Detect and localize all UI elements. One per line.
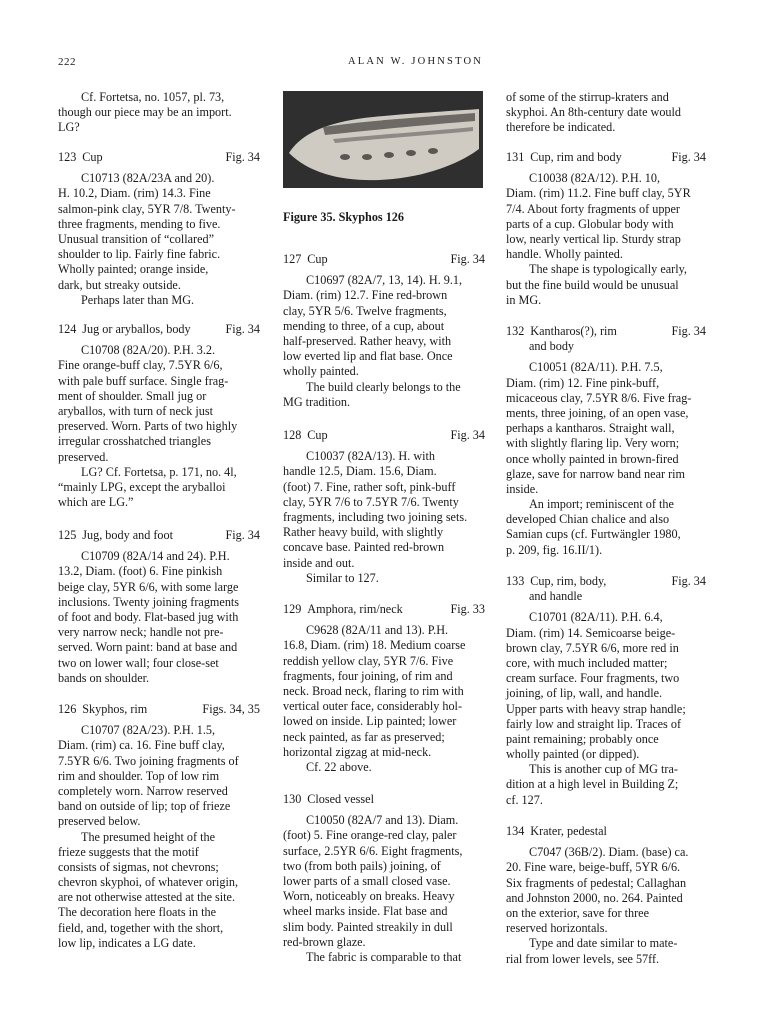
text-line: fairly low and straight lip. Traces of bbox=[506, 716, 681, 731]
figure-caption: Figure 35. Skyphos 126 bbox=[283, 210, 404, 224]
text-line: C10709 (82A/14 and 24). P.H. bbox=[81, 549, 230, 564]
text-line: reserved horizontals. bbox=[506, 921, 608, 936]
text-line: therefore be indicated. bbox=[506, 120, 616, 135]
text-line: The presumed height of the bbox=[81, 829, 216, 844]
text-line: C10707 (82A/23). P.H. 1.5, bbox=[81, 723, 216, 738]
catalog-entry-133 bbox=[506, 574, 706, 808]
entry-number: 128 bbox=[283, 428, 302, 442]
text-line: and Johnston 2000, no. 264. Painted bbox=[506, 890, 683, 905]
text-line: vertical outer face, considerably hol- bbox=[283, 699, 463, 714]
text-line: two (from both pails) joining, of bbox=[283, 858, 441, 873]
text-line: Upper parts with heavy strap handle; bbox=[506, 701, 686, 716]
text-line: inclusions. Twenty joining fragments bbox=[58, 594, 240, 609]
entry-number: 125 bbox=[58, 528, 77, 542]
text-line: clay, 5YR 7/6 to 7.5YR 7/6. Twenty bbox=[283, 494, 459, 509]
text-line: salmon-pink clay, 5YR 7/8. Twenty- bbox=[58, 201, 236, 216]
text-line: though our piece may be an import. bbox=[58, 105, 232, 120]
text-line: 16.8, Diam. (rim) 18. Medium coarse bbox=[283, 638, 466, 653]
text-line: core, with much included matter; bbox=[506, 655, 668, 670]
text-line: MG tradition. bbox=[283, 394, 351, 409]
text-line: low lip, indicates a LG date. bbox=[58, 935, 196, 950]
text-line: C9628 (82A/11 and 13). P.H. bbox=[306, 623, 449, 638]
text-line: wholly painted. bbox=[283, 364, 359, 379]
text-line: bands on shoulder. bbox=[58, 670, 150, 685]
page-number: 222 bbox=[58, 56, 76, 68]
figure-reference: Figs. 34, 35 bbox=[202, 702, 260, 716]
text-line: of some of the stirrup-kraters and bbox=[506, 90, 669, 104]
entry-heading bbox=[283, 428, 485, 443]
figure-reference: Fig. 34 bbox=[450, 428, 485, 442]
continued-text bbox=[58, 90, 260, 136]
entry-heading bbox=[283, 602, 485, 617]
text-line: field, and, together with the short, bbox=[58, 920, 224, 935]
text-line: rial from lower levels, see 57ff. bbox=[506, 951, 660, 966]
text-line: Type and date similar to mate- bbox=[529, 936, 678, 951]
text-line: Diam. (rim) 14. Semicoarse beige- bbox=[506, 625, 676, 640]
text-line: C10038 (82A/12). P.H. 10, bbox=[529, 171, 661, 186]
entry-title: Amphora, rim/neck bbox=[307, 602, 403, 616]
text-line: once wholly painted in brown-fired bbox=[506, 451, 679, 466]
text-line: clay, 5YR 5/6. Twelve fragments, bbox=[283, 303, 447, 318]
text-line: on the exterior, save for three bbox=[506, 905, 649, 920]
text-line: Samian cups (cf. Furtwängler 1980, bbox=[506, 527, 681, 542]
text-line: frieze suggests that the motif bbox=[58, 844, 199, 859]
continued-text bbox=[506, 90, 706, 136]
text-line: Diam. (rim) 12. Fine pink-buff, bbox=[506, 375, 660, 390]
entry-title: Cup bbox=[82, 150, 103, 164]
text-line: C10697 (82A/7, 13, 14). H. 9.1, bbox=[306, 273, 463, 288]
text-line: mending to three, of a cup, about bbox=[283, 318, 445, 333]
entry-heading bbox=[58, 322, 260, 337]
text-line: served. Worn paint: band at base and bbox=[58, 640, 238, 655]
entry-title: Skyphos, rim bbox=[82, 702, 148, 716]
figure-reference: Fig. 34 bbox=[671, 324, 706, 338]
text-line: glaze, save for narrow band near rim bbox=[506, 466, 686, 481]
entry-number: 134 bbox=[506, 824, 525, 838]
text-line: Wholly painted; orange inside, bbox=[58, 262, 209, 277]
text-line: ment of shoulder. Small jug or bbox=[58, 388, 207, 403]
text-line: micaceous clay, 7.5YR 8/6. Five frag- bbox=[506, 390, 692, 405]
text-line: Diam. (rim) ca. 16. Fine buff clay, bbox=[58, 738, 225, 753]
text-line: two on lower wall; four close-set bbox=[58, 655, 219, 670]
text-line: but the fine build would be unusual bbox=[506, 277, 679, 292]
catalog-entry-128 bbox=[283, 428, 485, 586]
entry-number: 127 bbox=[283, 252, 302, 266]
entry-heading bbox=[58, 702, 260, 717]
text-line: H. 10.2, Diam. (rim) 14.3. Fine bbox=[58, 186, 211, 201]
entry-title: Krater, pedestal bbox=[530, 824, 607, 838]
text-line: with slightly flaring lip. Very worn; bbox=[506, 436, 680, 451]
text-line: concave base. Painted red-brown bbox=[283, 540, 445, 555]
text-line: C10708 (82A/20). P.H. 3.2. bbox=[81, 343, 216, 358]
text-line: “mainly LPG, except the aryballoi bbox=[58, 479, 226, 494]
text-line: An import; reminiscent of the bbox=[529, 497, 674, 512]
entry-heading bbox=[506, 574, 706, 589]
text-line: Diam. (rim) 12.7. Fine red-brown bbox=[283, 288, 448, 303]
text-line: inside and out. bbox=[283, 555, 355, 570]
text-line: handle 12.5, Diam. 15.6, Diam. bbox=[283, 464, 437, 479]
text-line: are not otherwise attested at the site. bbox=[58, 890, 235, 905]
entry-title: Cup, rim, body, bbox=[530, 574, 607, 588]
catalog-entry-132 bbox=[506, 324, 706, 558]
entry-heading bbox=[506, 324, 706, 339]
text-line: 13.2, Diam. (foot) 6. Fine pinkish bbox=[58, 564, 223, 579]
text-line: Diam. (rim) 11.2. Fine buff clay, 5YR bbox=[506, 186, 691, 201]
text-line: low everted lip and flat base. Once bbox=[283, 349, 453, 364]
text-line: in MG. bbox=[506, 292, 542, 307]
text-line: band on outside of lip; top of frieze bbox=[58, 799, 231, 814]
text-line: skyphoi. An 8th-century date would bbox=[506, 105, 681, 120]
text-line: fragments, including two joining sets. bbox=[283, 509, 468, 524]
catalog-entry-134 bbox=[506, 824, 706, 967]
entry-heading bbox=[58, 528, 260, 543]
text-line: reddish yellow clay, 5YR 7/6. Five bbox=[283, 653, 454, 668]
entry-heading bbox=[283, 252, 485, 267]
text-line: dark, but streaky outside. bbox=[58, 277, 181, 292]
text-line: Similar to 127. bbox=[306, 570, 379, 585]
catalog-entry-130 bbox=[283, 792, 485, 965]
entry-title-continued: and body bbox=[529, 339, 575, 354]
text-line: 7.5YR 6/6. Two joining fragments of bbox=[58, 753, 239, 768]
text-line: Cf. 22 above. bbox=[306, 759, 372, 774]
text-line: (foot) 7. Fine, rather soft, pink-buff bbox=[283, 479, 456, 494]
text-line: Unusual transition of “collared” bbox=[58, 231, 215, 246]
text-line: rim and shoulder. Top of low rim bbox=[58, 768, 220, 783]
entry-title: Closed vessel bbox=[307, 792, 374, 806]
text-line: wheel marks inside. Flat base and bbox=[283, 904, 448, 919]
figure-reference: Fig. 34 bbox=[671, 150, 706, 164]
text-line: wholly painted (or dipped). bbox=[506, 747, 640, 762]
catalog-entry-131 bbox=[506, 150, 706, 308]
text-line: The fabric is comparable to that bbox=[306, 949, 462, 964]
entry-heading bbox=[506, 150, 706, 165]
entry-heading bbox=[58, 150, 260, 165]
text-line: dition at a high level in Building Z; bbox=[506, 777, 679, 792]
text-line: The build clearly belongs to the bbox=[306, 379, 461, 394]
text-line: C7047 (36B/2). Diam. (base) ca. bbox=[529, 845, 689, 860]
text-line: The decoration here floats in the bbox=[58, 905, 217, 920]
text-line: parts of a cup. Globular body with bbox=[506, 216, 674, 231]
text-line: which are LG.” bbox=[58, 495, 134, 510]
entry-number: 131 bbox=[506, 150, 525, 164]
text-line: joining, of lip, wall, and handle. bbox=[506, 686, 663, 701]
figure-35-photo bbox=[283, 91, 483, 188]
catalog-entry-127 bbox=[283, 252, 485, 410]
figure-reference: Fig. 34 bbox=[225, 322, 260, 336]
entry-number: 129 bbox=[283, 602, 302, 616]
text-line: The shape is typologically early, bbox=[529, 262, 687, 277]
text-line: handle. Wholly painted. bbox=[506, 247, 623, 262]
entry-title-continued: and handle bbox=[529, 589, 583, 604]
text-line: brown clay, 7.5YR 6/6, more red in bbox=[506, 640, 679, 655]
figure-reference: Fig. 34 bbox=[671, 574, 706, 588]
text-line: shoulder to lip. Fairly fine fabric. bbox=[58, 247, 221, 262]
text-line: p. 209, fig. 16.II/1). bbox=[506, 542, 603, 557]
text-line: C10051 (82A/11). P.H. 7.5, bbox=[529, 360, 663, 375]
text-line: C10050 (82A/7 and 13). Diam. bbox=[306, 813, 459, 828]
text-line: ments, three joining, of an open vase, bbox=[506, 405, 689, 420]
entry-number: 130 bbox=[283, 792, 302, 806]
text-line: 7/4. About forty fragments of upper bbox=[506, 201, 680, 216]
text-line: neck painted, as far as preserved; bbox=[283, 729, 445, 744]
text-line: C10701 (82A/11). P.H. 6.4, bbox=[529, 610, 663, 625]
running-head: ALAN W. JOHNSTON bbox=[348, 56, 484, 67]
text-line: lowed on inside. Lip painted; lower bbox=[283, 714, 457, 729]
catalog-entry-124 bbox=[58, 322, 260, 510]
entry-title: Jug or aryballos, body bbox=[82, 322, 191, 336]
figure-reference: Fig. 34 bbox=[225, 528, 260, 542]
text-line: preserved. bbox=[58, 449, 109, 464]
text-line: neck. Broad neck, flaring to rim with bbox=[283, 683, 464, 698]
entry-title: Cup, rim and body bbox=[530, 150, 622, 164]
text-line: red-brown glaze. bbox=[283, 934, 366, 949]
text-line: consists of sigmas, not chevrons; bbox=[58, 859, 219, 874]
text-line: cream surface. Four fragments, two bbox=[506, 671, 680, 686]
text-line: low, nearly vertical lip. Sturdy strap bbox=[506, 231, 681, 246]
text-line: of foot and body. Flat-based jug with bbox=[58, 609, 239, 624]
text-line: aryballos, with turn of neck just bbox=[58, 403, 214, 418]
entry-title: Cup bbox=[307, 252, 328, 266]
text-line: perhaps a kantharos. Straight wall, bbox=[506, 421, 675, 436]
text-line: (foot) 5. Fine orange-red clay, paler bbox=[283, 828, 457, 843]
text-line: half-preserved. Rather heavy, with bbox=[283, 333, 452, 348]
entry-number: 123 bbox=[58, 150, 77, 164]
text-line: chevron skyphoi, of whatever origin, bbox=[58, 875, 239, 890]
text-line: Cf. Fortetsa, no. 1057, pl. 73, bbox=[81, 90, 225, 104]
entry-number: 126 bbox=[58, 702, 77, 716]
catalog-entry-126 bbox=[58, 702, 260, 951]
entry-title: Cup bbox=[307, 428, 328, 442]
text-line: paint remaining; probably once bbox=[506, 731, 659, 746]
figure-reference: Fig. 33 bbox=[450, 602, 485, 616]
text-line: preserved. Worn. Parts of two highly bbox=[58, 419, 238, 434]
entry-heading bbox=[506, 824, 706, 839]
entry-number: 133 bbox=[506, 574, 525, 588]
text-line: very narrow neck; handle not pre- bbox=[58, 625, 224, 640]
entry-title: Kantharos(?), rim bbox=[530, 324, 617, 338]
text-line: inside. bbox=[506, 481, 539, 496]
text-line: developed Chian chalice and also bbox=[506, 512, 670, 527]
text-line: LG? Cf. Fortetsa, p. 171, no. 4l, bbox=[81, 464, 237, 479]
text-line: Six fragments of pedestal; Callaghan bbox=[506, 875, 687, 890]
figure-reference: Fig. 34 bbox=[450, 252, 485, 266]
text-line: Fine orange-buff clay, 7.5YR 6/6, bbox=[58, 358, 223, 373]
text-line: cf. 127. bbox=[506, 792, 543, 807]
entry-number: 124 bbox=[58, 322, 77, 336]
text-line: three fragments, mending to five. bbox=[58, 216, 221, 231]
entry-heading bbox=[283, 792, 485, 807]
entry-number: 132 bbox=[506, 324, 525, 338]
text-line: LG? bbox=[58, 120, 80, 135]
text-line: surface, 2.5YR 6/6. Eight fragments, bbox=[283, 843, 463, 858]
text-line: irregular crosshatched triangles bbox=[58, 434, 211, 449]
text-line: lower parts of a small closed vase. bbox=[283, 873, 451, 888]
text-line: fragments, four joining, of rim and bbox=[283, 668, 453, 683]
text-line: preserved below. bbox=[58, 814, 141, 829]
catalog-entry-129 bbox=[283, 602, 485, 775]
text-line: beige clay, 5YR 6/6, with some large bbox=[58, 579, 239, 594]
entry-title: Jug, body and foot bbox=[82, 528, 174, 542]
text-line: 20. Fine ware, beige-buff, 5YR 6/6. bbox=[506, 860, 681, 875]
text-line: This is another cup of MG tra- bbox=[529, 762, 678, 777]
text-line: Worn, noticeably on breaks. Heavy bbox=[283, 889, 455, 904]
text-line: with pale buff surface. Single frag- bbox=[58, 373, 229, 388]
figure-reference: Fig. 34 bbox=[225, 150, 260, 164]
text-line: completely worn. Narrow reserved bbox=[58, 783, 228, 798]
text-line: C10037 (82A/13). H. with bbox=[306, 449, 435, 464]
catalog-entry-125 bbox=[58, 528, 260, 686]
text-line: Perhaps later than MG. bbox=[81, 292, 195, 307]
catalog-entry-123 bbox=[58, 150, 260, 308]
text-line: Rather heavy build, with slightly bbox=[283, 525, 444, 540]
text-line: slim body. Painted streakily in dull bbox=[283, 919, 453, 934]
text-line: horizontal zigzag at mid-neck. bbox=[283, 744, 432, 759]
text-line: C10713 (82A/23A and 20). bbox=[81, 171, 215, 186]
